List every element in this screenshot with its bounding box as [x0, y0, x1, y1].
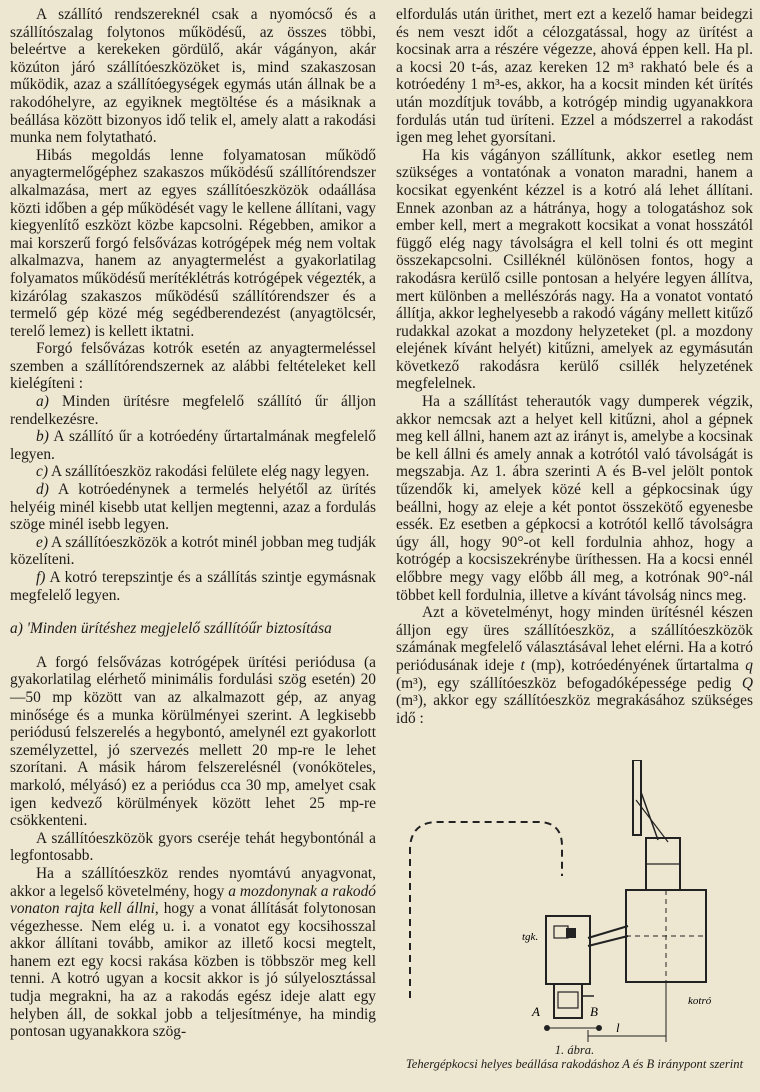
- text-run: , hogy a vonat állítását folytonosan végezhesse. Nem elég u. i. a vonatot egy kocsihosszal akkor állítani tovább, amikor az illető kocsi megtelt, hanem ezt egy kocsi rakása közben is többször meg kell tenni. A kotró ugyan a kocsit akkor is jó súlyelosztással tudja megrakni, ha az a rakodás egész ideje alatt egy helyben áll, de sokkal jobb a teljesítménye, ha mindig pontosan ugyanakkora szög-: [10, 900, 376, 1041]
- item-label: d): [36, 481, 49, 499]
- figure-caption-text: Tehergépkocsi helyes beállása rakodáshoz A és B iránypont szerint: [405, 1056, 744, 1071]
- paragraph: A szállítóeszközök gyors cseréje tehát hegybontónál a legfontosabb.: [10, 829, 376, 865]
- condition-item: [10, 534, 376, 569]
- boom-rope: [641, 792, 658, 840]
- label-B: B: [590, 1004, 598, 1019]
- text-run: Azt a követelményt, hogy minden ürítésnél készen álljon egy üres szállítóeszköz, a szállítóeszközök számának megfelelő választásával lehet elérni. Ha a kotró periódusának ideje: [396, 604, 753, 674]
- dipper-arm-2: [588, 936, 628, 946]
- italic-text: t: [520, 656, 525, 674]
- text-run: (m³), akkor egy szállítóeszköz megrakásához szükséges idő :: [396, 692, 753, 727]
- paragraph: Ha kis vágányon szállítunk, akkor esetleg nem szükséges a vontatónak a vonaton maradni, hanem a kocsikat egyenként kézzel is a kotró alá lehet állítani. Ennek azonban az a hátránya, hogy a tologatáshoz sok ember kell, mert a megrakott kocsikat a vonat hosszától függő elég nagy távolságra el kell tolni és ott megint összekapcsolni. Csilléknél különösen fontos, hogy a rakodásra kerülő csille pontosan a helyére legyen állítva, mert különben a mellészórás nagy. Ha a vonatot vontató állítja, akkor leghelyesebb a rakodó vágány mellett kitűző rudakkal azokat a mozdony helyzeteket (pl. a mozdony elejének kívánt helyét) kitűzni, amelyek az egymásután következő rakodásra kerülő csillék helyzetének megfelelnek.: [396, 146, 753, 393]
- italic-text: q: [745, 656, 753, 674]
- item-label: c): [36, 463, 48, 481]
- paragraph: elfordulás után ürithet, mert ezt a kezelő hamar beidegzi és nem veszt időt a célozgatással, hogy az ürítést a kocsinak arra a részére végezze, ahová éppen kell. Ha pl. a kocsi 20 t-ás, azaz kereken 12 m³ rakható bele és a kotróedény 1 m³-es, akkor, ha a kocsit minden két ürítés után mozdítjuk tovább, a kotrógép mindig ugyanakkora fordulás után tud üríteni. Ezzel a módszerrel a rakodást igen meg lehet gyorsítani.: [396, 6, 753, 147]
- figure-number: 1. ábra.: [554, 1043, 595, 1057]
- condition-item: [10, 393, 376, 428]
- item-text: A szállítóeszközök a kotrót minél jobban meg tudják közelíteni.: [10, 533, 376, 569]
- boom: [633, 760, 641, 835]
- swing-path: [410, 822, 562, 998]
- item-text: Minden ürítésre megfelelő szállító űr álljon rendelkezésre.: [10, 393, 376, 428]
- item-text: A szállító űr a kotróedény űrtartalmának megfelelő legyen.: [10, 428, 376, 463]
- section-heading: a) 'Minden ürítéshez megjelelő szállítóűr biztosítása: [10, 620, 332, 638]
- item-label: e): [36, 533, 48, 551]
- left-column: [10, 6, 376, 1041]
- condition-item: [10, 463, 376, 481]
- text-run: (mp), kotróedényének űrtartalma: [524, 656, 746, 674]
- condition-item: [10, 569, 376, 604]
- truck-excavator-diagram: [396, 760, 753, 1050]
- item-label: b): [36, 428, 49, 446]
- paragraph: Hibás megoldás lenne folyamatosan működő anyagtermelőgéphez szakaszos működésű szállítórendszer alkalmazása, mert az egyes szállítóeszközök odaállása közti időben a gép működését vagy le kellene állítani, vagy kiegyenlítő eszközt közbe kapcsolni. Régebben, amikor a mai korszerű forgó felsővázas kotrógépek még nem voltak alkalmazva, hanem az anyagtermelést a gyakorlatilag folyamatos működésű merítéklétrás kotrógépek végezték, a kizárólag szakaszos működésű szállítórendszer és a termelő gép közé még segédberendezést (anyagtölcsér, terelő lemez) is kellett iktatni.: [10, 146, 376, 340]
- italic-text: a mozdonynak a rakodó vonaton rajta kell állni: [10, 882, 376, 918]
- truck-mark: [566, 928, 576, 938]
- paragraph: A szállító rendszereknél csak a nyomócső és a szállítószalag folytonos működésű, az összes többi, beleértve a kerekeken gördülő, akár vágányon, akár közúton járó szállítóeszközöket is, mind szakaszosan működik, azaz a szállítóegységek egymás után állnak be a rakodóhelyre, az egyiknek megtöltése és a másiknak a beállása között bizonyos idő telik el, amely alatt a rakodási munka nem folytatható.: [10, 6, 376, 147]
- label-tgk: tgk.: [522, 931, 539, 943]
- paragraph: [10, 865, 376, 1041]
- truck-bucket: [554, 926, 568, 938]
- label-A: A: [532, 1004, 540, 1019]
- condition-item: [10, 428, 376, 463]
- item-text: A szállítóeszköz rakodási felülete elég nagy legyen.: [50, 463, 370, 481]
- label-l: l: [616, 1020, 620, 1035]
- dipper-arm: [588, 926, 628, 938]
- item-text: A kotróedénynek a termelés helyétől az ürítés helyéig minél kisebb utat kelljen megtenni, azaz a fordulás szöge minél isebb legyen.: [10, 481, 377, 534]
- paragraph: [396, 604, 753, 727]
- condition-item: [10, 481, 376, 534]
- label-kotro: kotró: [688, 995, 712, 1007]
- figure-1: [396, 760, 753, 1090]
- item-label: f): [36, 569, 46, 586]
- paragraph: Forgó felsővázas kotrók esetén az anyagtermeléssel szemben a szállítórendszernek az alábbi feltételeket kell kielégíteni :: [10, 340, 376, 393]
- paragraph: A forgó felsővázas kotrógépek ürítési periódusa (a gyakorlatilag elérhető minimális fordulási szög esetén) 20—50 mp között van az alkalmazott gép, az anyag minősége és a munka körülményei szerint. A legkisebb periódusú felszerelés a hegybontó, amelynél ezt gyakorlott személyzettel, jó szervezés mellett 20 mp-re le lehet szorítani. A másik három felszerelésnél (vonóköteles, markoló, mélyásó) ez a periódus cca 30 mp, amelyet csak igen kedvező körülmények között lehet 25 mp-re csökkenteni.: [10, 653, 376, 830]
- paragraph: Ha a szállítást teherautók vagy dumperek végzik, akkor nemcsak azt a helyet kell kitűzni, ahol a gépnek meg kell állni, hanem azt az irányt is, amelybe a kocsinak be kell állni és amely annak a kotrótól való távolságát is megszabja. Az 1. ábra szerinti A és B-vel jelölt pontok tűzendők ki, amelyek közé kell a gépkocsinak úgy beállni, hogy az eleje a két pontot összekötő egyenesbe essék. Ez esetben a gépkocsi a kotrótól kellő távolságra úgy áll, hogy 90°-ot kell fordulnia ahhoz, hogy a kotrógép a kocsiszekrénybe üríthessen. Ha a kocsi ennél előbbre megy vagy előbb áll meg, a kotrónak 90°-nál többet kell fordulnia, illetve a kívánt távolság nincs meg.: [396, 393, 753, 604]
- right-column: [396, 6, 753, 727]
- truck-cab-window: [558, 992, 578, 1008]
- text-run: Ha a szállítóeszköz rendes nyomtávú anyagvonat, akkor a legelső követelmény, hogy: [10, 864, 376, 900]
- item-label: a): [36, 393, 49, 411]
- figure-caption: [396, 1044, 753, 1071]
- italic-text: Q: [741, 674, 753, 692]
- item-text: A kotró terepszintje és a szállítás szintje egymásnak megfelelő legyen.: [10, 569, 376, 604]
- text-run: (m³), egy szállítóeszköz befogadóképessége pedig: [396, 674, 742, 692]
